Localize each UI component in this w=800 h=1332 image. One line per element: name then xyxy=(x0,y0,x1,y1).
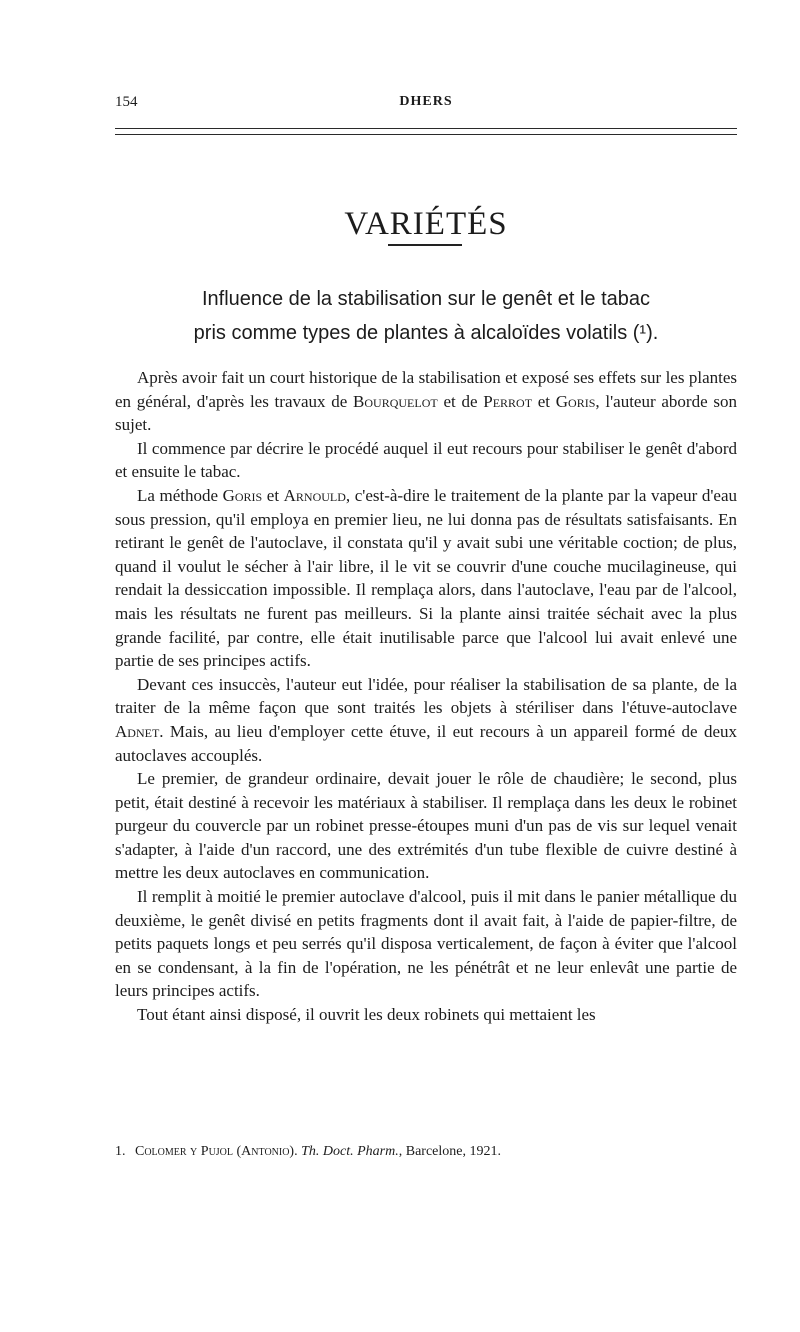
paragraph-text: Devant ces insuccès, l'auteur eut l'idée, pour réaliser la stabilisation de sa plante, de la traiter de la même façon que sont traités les objets à stériliser dans l'étuve-autoclave xyxy=(115,674,737,718)
paragraph-text: et xyxy=(532,391,556,411)
paragraph-text: La méthode xyxy=(137,485,223,505)
header-rule-bottom xyxy=(115,134,737,135)
article-title-line-2: pris comme types de plantes à alcaloïdes volatils (¹). xyxy=(193,322,659,344)
article-title xyxy=(115,282,737,350)
footnote-author: Colomer y Pujol xyxy=(135,1144,234,1159)
paragraph-4 xyxy=(115,673,737,767)
running-head: DHERS xyxy=(399,94,453,109)
article-body xyxy=(115,366,737,1027)
article-title-line-1: Influence de la stabilisation sur le genêt et le tabac xyxy=(201,288,651,310)
title-divider xyxy=(388,244,462,246)
page-header xyxy=(115,94,737,118)
footnote xyxy=(115,1142,737,1162)
header-rule-top xyxy=(115,128,737,129)
footnote-work: Th. Doct. Pharm. xyxy=(301,1144,399,1159)
paragraph-6: Il remplit à moitié le premier autoclave d'alcool, puis il mit dans le panier métallique du deuxième, le genêt divisé en petits fragments dont il avait fait, à l'aide de papier-filtre, de petits paquets longs et peu serrés qu'il disposa verticalement, de façon à éviter que l'alcool en se condensant, à la fin de l'opération, ne les pénétrât et ne leur enlevât une partie de leurs principes actifs. xyxy=(115,887,737,1001)
paragraph-5: Le premier, de grandeur ordinaire, devait jouer le rôle de chaudière; le second, plus petit, était destiné à recevoir les matériaux à stabiliser. Il remplaça dans les deux le robinet purgeur du couvercle par un robinet presse-étoupes muni d'un pas de vis sur lequel venait s'adapter, à l'aide d'un raccord, une des extrémités d'un tube flexible de cuivre destiné à mettre les deux autoclaves en communication. xyxy=(115,769,737,883)
paragraph-3 xyxy=(115,484,737,673)
page-number: 154 xyxy=(115,94,138,110)
paragraph-2: Il commence par décrire le procédé auquel il eut recours pour stabiliser le genêt d'abord et ensuite le tabac. xyxy=(115,438,737,482)
author-name: Goris xyxy=(222,485,263,505)
paragraph-text: et de xyxy=(437,391,484,411)
footnote-number: 1. xyxy=(115,1144,126,1159)
author-name: Perrot xyxy=(483,391,533,411)
paragraph-7: Tout étant ainsi disposé, il ouvrit les deux robinets qui mettaient les xyxy=(137,1005,596,1025)
paragraph-text: , c'est-à-dire le traitement de la plante par la vapeur d'eau sous pression, qu'il employa en premier lieu, ne lui donna pas de résultats satisfaisants. En retirant le genêt de l'autoclave, il constata qu'il y avait subi une véritable coction; de plus, quand il voulut le sécher à l'air libre, il le vit se couvrir d'une couche mucilagineuse, qui rendait la dessiccation impossible. Il remplaça alors, dans l'autoclave, l'eau par de l'alcool, mais les résultats ne furent pas meilleurs. Si la plante ainsi traitée séchait avec la plus grande facilité, par contre, elle était inutilisable parce que l'alcool lui avait enlevé une partie de ses principes actifs. xyxy=(115,485,737,671)
paragraph-text: . Mais, au lieu d'employer cette étuve, il eut recours à un appareil formé de deux autoclaves accouplés. xyxy=(115,721,737,765)
author-name: Bourquelot xyxy=(353,391,438,411)
paragraph-text: Après avoir fait un court historique de la stabilisation et exposé ses effets sur les plantes en général, d'après les travaux de xyxy=(115,368,737,411)
footnote-author-given: (Antonio). xyxy=(236,1144,298,1159)
author-name: Goris xyxy=(555,391,596,411)
section-title: VARIÉTÉS xyxy=(344,206,508,243)
footnote-place-date: , Barcelone, 1921. xyxy=(398,1144,501,1159)
paragraph-text: , l'auteur aborde son sujet. xyxy=(115,391,737,435)
paragraph-text: et xyxy=(262,485,284,505)
paragraph-1 xyxy=(115,366,737,437)
author-name: Adnet xyxy=(115,721,160,741)
author-name: Arnould xyxy=(283,485,346,505)
